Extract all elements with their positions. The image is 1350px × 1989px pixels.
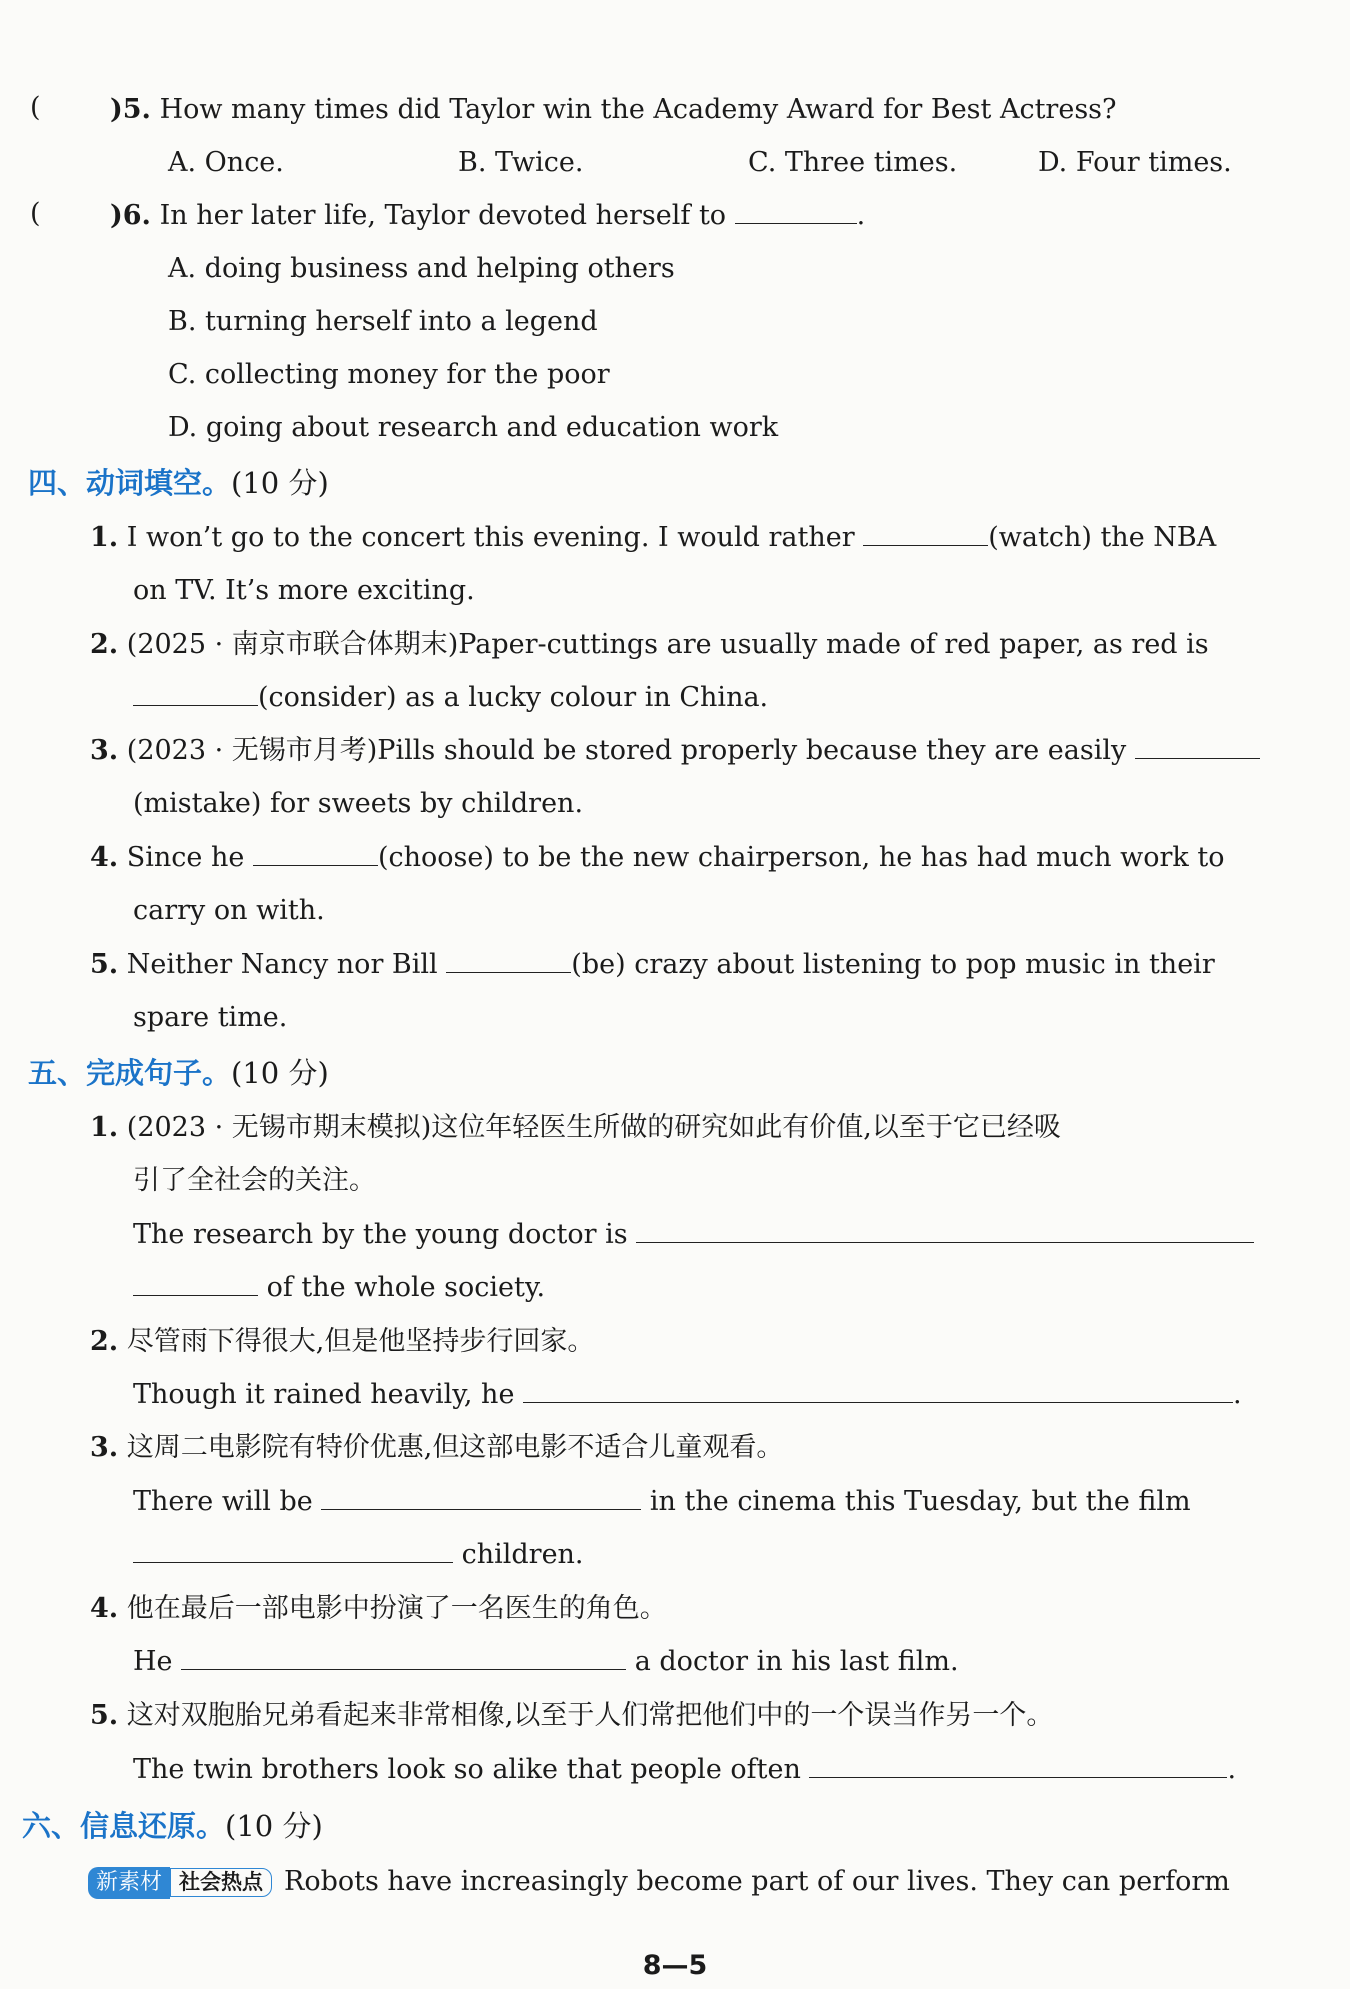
s4-item-4-line2: carry on with. [133, 895, 325, 926]
s5-item-4-number: 4. [90, 1593, 119, 1624]
s4-item-2-number: 2. [90, 629, 119, 660]
question-6-option-d: D. going about research and education work [168, 412, 779, 443]
question-6-text: In her later life, Taylor devoted herself to [159, 200, 727, 231]
s5-item-2-english: Though it rained heavily, he [133, 1379, 515, 1410]
question-5-option-b: B. Twice. [458, 147, 584, 178]
section-5-heading [28, 1055, 329, 1091]
answer-blank[interactable] [253, 841, 378, 866]
s5-item-5-english: The twin brothers look so alike that people often [133, 1754, 801, 1785]
s4-item-1-number: 1. [90, 522, 119, 553]
answer-blank[interactable] [133, 1538, 453, 1563]
s5-item-4-english: He [133, 1646, 173, 1677]
section-4-title: 四、动词填空。 [28, 466, 232, 500]
question-6-option-a: A. doing business and helping others [168, 253, 675, 284]
section-4-score: (10 分) [231, 466, 329, 500]
question-5-option-d: D. Four times. [1038, 147, 1232, 178]
answer-paren-q6: ( [30, 198, 41, 229]
badge-new-label: 新素材 [88, 1867, 170, 1899]
answer-blank[interactable] [133, 681, 258, 706]
s5-item-3-english-end: children. [461, 1539, 584, 1570]
question-6-option-b: B. turning herself into a legend [168, 306, 598, 337]
s5-item-1-number: 1. [90, 1112, 119, 1143]
s4-item-1-line1 [90, 520, 1216, 556]
section-6-heading [22, 1808, 323, 1844]
s5-item-2-en1 [133, 1377, 1242, 1413]
s4-item-2-hint: (consider) as a lucky colour in China. [258, 682, 769, 713]
s5-item-5-en1 [133, 1752, 1236, 1788]
s5-item-1-en2 [133, 1270, 545, 1306]
s5-item-2-cn1 [90, 1324, 594, 1360]
answer-blank[interactable] [863, 521, 988, 546]
s5-item-4-cn1 [90, 1591, 667, 1627]
s5-item-3-english: There will be [133, 1486, 313, 1517]
s5-item-5-chinese: 这对双胞胎兄弟看起来非常相像,以至于人们常把他们中的一个误当作另一个。 [126, 1700, 1054, 1731]
s4-item-4-hint: (choose) to be the new chairperson, he has had much work to [377, 842, 1225, 873]
s5-item-5-number: 5. [90, 1700, 119, 1731]
question-5 [110, 92, 1117, 128]
s5-item-1-cn1 [90, 1110, 1061, 1146]
question-5-option-c: C. Three times. [748, 147, 958, 178]
s5-item-4-english-end: a doctor in his last film. [634, 1646, 959, 1677]
s4-item-5-line1 [90, 947, 1215, 983]
s4-item-5-line2: spare time. [133, 1002, 288, 1033]
section-5-score: (10 分) [231, 1056, 329, 1090]
question-6-number: )6. [110, 200, 151, 231]
s5-item-1-cn2: 引了全社会的关注。 [133, 1165, 376, 1196]
answer-paren-q5: ( [30, 92, 41, 123]
question-6 [110, 198, 865, 234]
s4-item-2-text: (2025 · 南京市联合体期末)Paper-cuttings are usually made of red paper, as red is [126, 629, 1209, 660]
s5-item-5-period: . [1227, 1754, 1237, 1785]
question-5-number: )5. [110, 94, 151, 125]
s5-item-1-english-end: of the whole society. [266, 1272, 546, 1303]
s5-item-3-number: 3. [90, 1432, 119, 1463]
question-5-text: How many times did Taylor win the Academy Award for Best Actress? [159, 94, 1117, 125]
s4-item-4-line1 [90, 840, 1224, 876]
answer-blank[interactable] [133, 1271, 258, 1296]
answer-blank[interactable] [809, 1753, 1227, 1778]
s4-item-1-line2: on TV. It’s more exciting. [133, 575, 475, 606]
answer-blank[interactable] [636, 1218, 1254, 1243]
section-4-heading [28, 465, 329, 501]
s4-item-3-line1 [90, 733, 1260, 769]
s5-item-5-cn1 [90, 1698, 1053, 1734]
s4-item-3-number: 3. [90, 735, 119, 766]
answer-blank[interactable] [446, 948, 571, 973]
question-5-option-a: A. Once. [168, 147, 284, 178]
s5-item-4-en1 [133, 1644, 959, 1680]
s4-item-4-number: 4. [90, 842, 119, 873]
answer-blank[interactable] [181, 1645, 626, 1670]
s5-item-1-en1 [133, 1217, 1254, 1253]
badge-hot-label: 社会热点 [170, 1868, 272, 1897]
question-6-period: . [856, 200, 866, 231]
s4-item-2-line1 [90, 627, 1209, 663]
s4-item-1-hint: (watch) the NBA [988, 522, 1217, 553]
s4-item-3-line2: (mistake) for sweets by children. [133, 788, 584, 819]
s5-item-4-chinese: 他在最后一部电影中扮演了一名医生的角色。 [126, 1593, 667, 1624]
s4-item-3-text: (2023 · 无锡市月考)Pills should be stored properly because they are easily [126, 735, 1127, 766]
s5-item-2-period: . [1233, 1379, 1242, 1410]
question-6-option-c: C. collecting money for the poor [168, 359, 610, 390]
answer-blank[interactable] [321, 1485, 641, 1510]
answer-blank[interactable] [1135, 734, 1260, 759]
page-number: 8—5 [642, 1950, 708, 1981]
answer-blank[interactable] [523, 1378, 1233, 1403]
s4-item-5-text: Neither Nancy nor Bill [126, 949, 438, 980]
s4-item-2-line2 [133, 680, 768, 716]
section-6-title: 六、信息还原。 [22, 1809, 226, 1843]
s5-item-1-chinese: (2023 · 无锡市期末模拟)这位年轻医生所做的研究如此有价值,以至于它已经吸 [126, 1112, 1061, 1143]
section-6-passage: Robots have increasingly become part of our lives. They can perform [284, 1866, 1230, 1897]
s5-item-3-english-mid: in the cinema this Tuesday, but the film [649, 1486, 1191, 1517]
s5-item-3-chinese: 这周二电影院有特价优惠,但这部电影不适合儿童观看。 [126, 1432, 784, 1463]
s4-item-5-number: 5. [90, 949, 119, 980]
section-6-intro [88, 1864, 1230, 1900]
s5-item-3-cn1 [90, 1430, 783, 1466]
s4-item-1-text: I won’t go to the concert this evening. I would rather [126, 522, 855, 553]
s4-item-5-hint: (be) crazy about listening to pop music in their [571, 949, 1215, 980]
section-5-title: 五、完成句子。 [28, 1056, 232, 1090]
new-material-badge [88, 1867, 272, 1899]
s5-item-3-en2 [133, 1537, 584, 1573]
s5-item-2-number: 2. [90, 1326, 119, 1357]
s4-item-4-text: Since he [126, 842, 245, 873]
section-6-score: (10 分) [225, 1809, 323, 1843]
s5-item-3-en1 [133, 1484, 1191, 1520]
answer-blank[interactable] [735, 199, 857, 224]
s5-item-1-english: The research by the young doctor is [133, 1219, 628, 1250]
s5-item-2-chinese: 尽管雨下得很大,但是他坚持步行回家。 [126, 1326, 595, 1357]
